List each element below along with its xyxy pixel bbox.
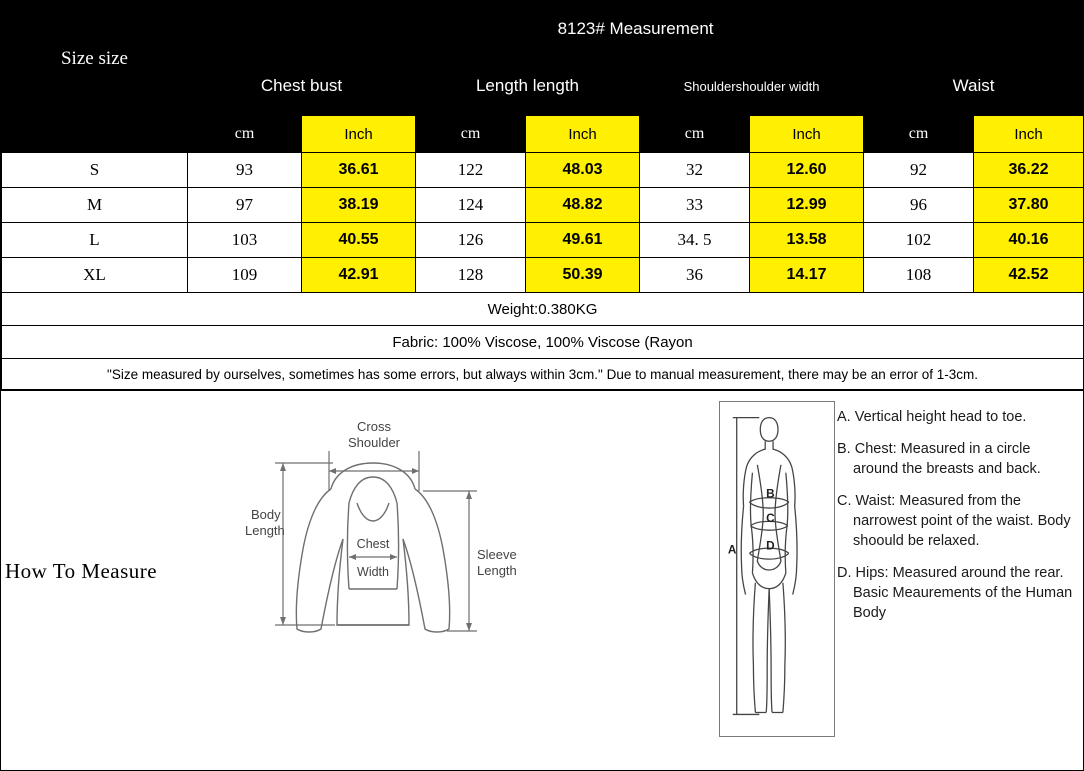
cell-length-inch: 49.61	[526, 223, 640, 258]
cell-shoulder-cm: 36	[640, 258, 750, 293]
cell-waist-inch: 42.52	[974, 258, 1084, 293]
cell-chest-cm: 97	[188, 188, 302, 223]
body-marker-b: B	[766, 487, 775, 501]
chest-width-label-line2: Width	[357, 565, 389, 579]
description-c: C. Waist: Measured from the narrowest point of the waist. Body shoould be relaxed.	[837, 493, 1071, 549]
cell-chest-inch: 42.91	[302, 258, 416, 293]
cell-length-inch: 48.03	[526, 153, 640, 188]
unit-cell-waist-cm: cm	[864, 116, 974, 153]
sleeve-length-label-line2: Length	[477, 563, 517, 578]
unit-cell-chest-inch: Inch	[302, 116, 416, 153]
unit-cell-shoulder-cm: cm	[640, 116, 750, 153]
cross-shoulder-label-line1: Cross	[357, 419, 391, 434]
body-marker-d: D	[766, 539, 775, 553]
body-marker-c: C	[766, 511, 775, 525]
cell-length-cm: 128	[416, 258, 526, 293]
garment-diagram	[223, 411, 523, 661]
cell-chest-cm: 103	[188, 223, 302, 258]
cell-shoulder-cm: 34. 5	[640, 223, 750, 258]
measurement-title: 8123# Measurement	[188, 2, 1084, 57]
unit-cell-waist-inch: Inch	[974, 116, 1084, 153]
cell-chest-cm: 93	[188, 153, 302, 188]
cross-shoulder-label-line2: Shoulder	[347, 435, 401, 450]
description-a: A. Vertical height head to toe.	[837, 409, 1027, 425]
table-title-row	[2, 2, 1084, 57]
table-row	[2, 223, 1084, 258]
cell-waist-inch: 36.22	[974, 153, 1084, 188]
table-row	[2, 258, 1084, 293]
row-size-label: L	[2, 223, 188, 258]
cell-chest-inch: 40.55	[302, 223, 416, 258]
group-header-waist: Waist	[864, 57, 1084, 116]
fabric-text: Fabric: 100% Viscose, 100% Viscose (Rayon	[2, 326, 1084, 359]
table-unit-row	[2, 116, 1084, 153]
weight-text: Weight:0.380KG	[2, 293, 1084, 326]
cell-shoulder-cm: 32	[640, 153, 750, 188]
how-to-measure-section	[1, 390, 1083, 769]
row-size-label: S	[2, 153, 188, 188]
group-header-shoulder: Shouldershoulder width	[640, 57, 864, 116]
table-row	[2, 153, 1084, 188]
cell-waist-cm: 96	[864, 188, 974, 223]
disclaimer-row	[2, 359, 1084, 390]
unit-cell-length-inch: Inch	[526, 116, 640, 153]
fabric-row	[2, 326, 1084, 359]
table-row	[2, 188, 1084, 223]
cell-length-cm: 126	[416, 223, 526, 258]
cell-waist-cm: 108	[864, 258, 974, 293]
cell-waist-inch: 37.80	[974, 188, 1084, 223]
disclaimer-text: "Size measured by ourselves, sometimes has some errors, but always within 3cm." Due to manual measurement, there may be an error of 1-3cm.	[2, 359, 1084, 390]
unit-cell-length-cm: cm	[416, 116, 526, 153]
cell-length-inch: 48.82	[526, 188, 640, 223]
body-length-label-line2: Length	[245, 523, 285, 538]
cell-chest-inch: 36.61	[302, 153, 416, 188]
body-figure-diagram	[719, 401, 835, 737]
group-header-chest: Chest bust	[188, 57, 416, 116]
cell-length-inch: 50.39	[526, 258, 640, 293]
measurement-table	[1, 1, 1084, 390]
sleeve-length-label-line1: Sleeve	[477, 547, 517, 562]
row-size-label: M	[2, 188, 188, 223]
description-d: D. Hips: Measured around the rear. Basic Meaurements of the Human Body	[837, 565, 1073, 621]
description-b: B. Chest: Measured in a circle around the breasts and back.	[837, 441, 1041, 477]
measurement-descriptions	[837, 407, 1077, 635]
cell-shoulder-inch: 13.58	[750, 223, 864, 258]
cell-waist-cm: 92	[864, 153, 974, 188]
unit-cell-chest-cm: cm	[188, 116, 302, 153]
cell-shoulder-inch: 12.99	[750, 188, 864, 223]
cell-shoulder-cm: 33	[640, 188, 750, 223]
chest-width-label-line1: Chest	[356, 537, 390, 551]
cell-chest-cm: 109	[188, 258, 302, 293]
cell-chest-inch: 38.19	[302, 188, 416, 223]
cell-waist-cm: 102	[864, 223, 974, 258]
group-header-length: Length length	[416, 57, 640, 116]
cell-shoulder-inch: 14.17	[750, 258, 864, 293]
cell-length-cm: 122	[416, 153, 526, 188]
weight-row	[2, 293, 1084, 326]
row-size-label: XL	[2, 258, 188, 293]
cell-waist-inch: 40.16	[974, 223, 1084, 258]
body-length-label-line1: Body	[251, 507, 281, 522]
cell-shoulder-inch: 12.60	[750, 153, 864, 188]
cell-length-cm: 124	[416, 188, 526, 223]
body-marker-a: A	[727, 543, 737, 557]
size-header-cell: Size size	[2, 2, 188, 116]
unit-cell-shoulder-inch: Inch	[750, 116, 864, 153]
how-to-measure-title: How To Measure	[5, 559, 158, 583]
unit-cell-blank	[2, 116, 188, 153]
